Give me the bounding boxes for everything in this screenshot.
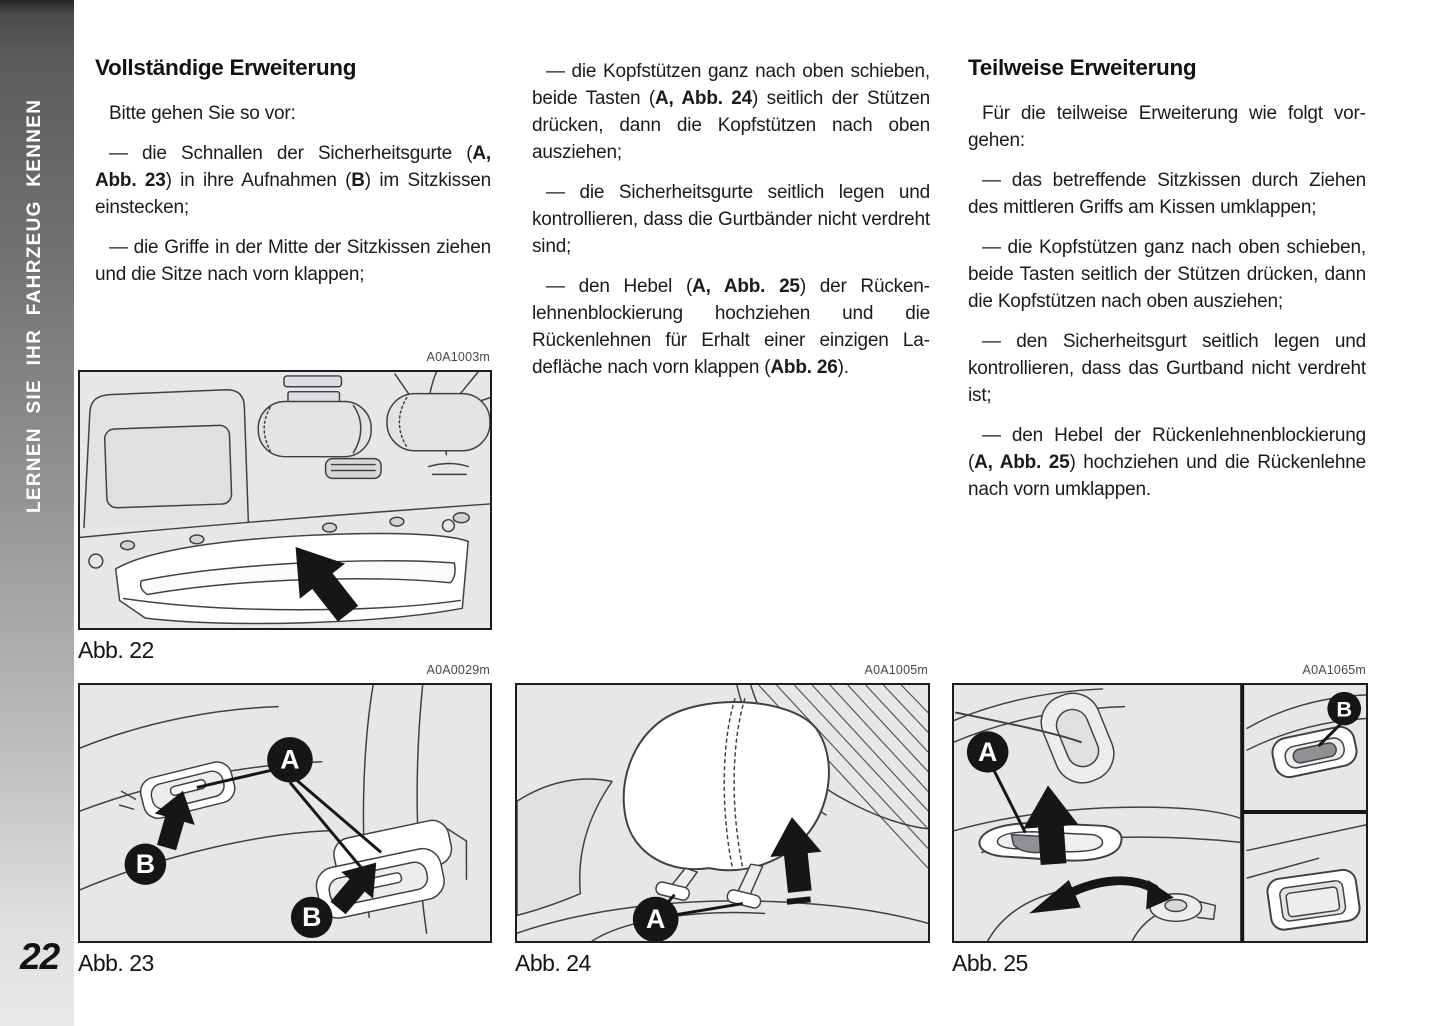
paragraph: — die Griffe in der Mitte der Sitzkissen ziehen und die Sitze nach vorn klappen; (95, 237, 491, 285)
figure-caption-abb-25: Abb. 25 (952, 950, 1028, 976)
figure-frame-abb-25 (952, 683, 1368, 943)
svg-text:A: A (978, 736, 998, 767)
marker-b (291, 897, 333, 938)
section-heading-full-extension: Vollständige Erweiterung (95, 55, 357, 80)
svg-text:B: B (1336, 696, 1353, 722)
marker-a (967, 731, 1009, 772)
paragraph: — den Hebel (A, Abb. 25) der Rückenlehnenblockierung hochziehen und die Rückenlehnen für Erhalt einer einzigen Ladefläche nach vorn klappen (Abb. 26). (532, 276, 930, 378)
svg-text:B: B (135, 849, 156, 880)
rear-shelf-drawing (80, 372, 490, 628)
figure-frame-abb-23 (78, 683, 492, 943)
column-full-extension (95, 55, 491, 301)
figure-frame-abb-24 (515, 683, 930, 943)
figure-code-abb-22: A0A1003m (426, 350, 490, 364)
paragraph: — den Sicherheitsgurt seitlich legen und kontrollieren, dass das Gurtband nicht verdreht ist; (968, 331, 1366, 406)
figure-abb-24 (515, 663, 930, 977)
section-body-full-extension (95, 100, 491, 288)
section-body-partial-extension (968, 100, 1366, 503)
figure-frame-abb-22 (78, 370, 492, 630)
figure-code-abb-23: A0A0029m (426, 663, 490, 677)
figure-caption-abb-22: Abb. 22 (78, 637, 154, 663)
paragraph: Bitte gehen Sie so vor: (109, 103, 296, 124)
svg-text:A: A (280, 744, 300, 775)
paragraph: — die Sicherheitsgurte seitlich legen und kontrollieren, dass die Gurtbänder nicht verdreht sind; (532, 182, 930, 257)
headrest-drawing (517, 685, 928, 941)
svg-text:B: B (302, 902, 322, 933)
figure-abb-22 (78, 350, 492, 664)
paragraph: — die Kopfstützen ganz nach oben schieben, beide Tasten (A, Abb. 24) seitlich der Stützen drücken, dann die Kopfstützen nach oben ausziehen; (532, 61, 930, 163)
figure-abb-23 (78, 663, 492, 977)
chapter-title-vertical: LERNEN SIE IHR FAHRZEUG KENNEN (24, 98, 45, 513)
figure-caption-abb-23: Abb. 23 (78, 950, 154, 976)
marker-b (125, 844, 167, 885)
marker-a (267, 737, 313, 782)
figure-abb-25 (952, 663, 1368, 977)
paragraph: — die Kopfstützen ganz nach oben schieben, beide Tasten seitlich der Stützen drücken, dann die Kopfstützen nach oben ausziehen; (968, 237, 1366, 312)
section-heading-partial-extension: Teilweise Erweiterung (968, 55, 1197, 80)
marker-a (633, 897, 679, 941)
figure-code-abb-25: A0A1065m (1302, 663, 1366, 677)
backrest-lock-lever-drawing (954, 685, 1366, 941)
page-number: 22 (20, 936, 60, 977)
svg-text:A: A (645, 904, 666, 935)
paragraph: — das betreffende Sitzkissen durch Ziehen des mittleren Griffs am Kissen umklappen; (968, 170, 1366, 218)
belt-buckles-drawing (80, 685, 490, 941)
figure-caption-abb-24: Abb. 24 (515, 950, 591, 976)
paragraph: — die Schnallen der Sicherheitsgurte (A, Abb. 23) in ihre Aufnahmen (B) im Sitzkissen einstecken; (95, 143, 491, 218)
paragraph: Für die teilweise Erweiterung wie folgt vorgehen: (968, 103, 1366, 151)
section-body-full-extension-continued (532, 58, 930, 381)
paragraph: — den Hebel der Rückenlehnenblockierung (A, Abb. 25) hochziehen und die Rückenlehne nach vorn umklappen. (968, 425, 1367, 500)
column-partial-extension (968, 55, 1366, 516)
marker-b (1327, 692, 1361, 725)
chapter-sidebar (0, 0, 74, 1026)
figure-code-abb-24: A0A1005m (864, 663, 928, 677)
column-full-extension-continued (532, 55, 930, 394)
